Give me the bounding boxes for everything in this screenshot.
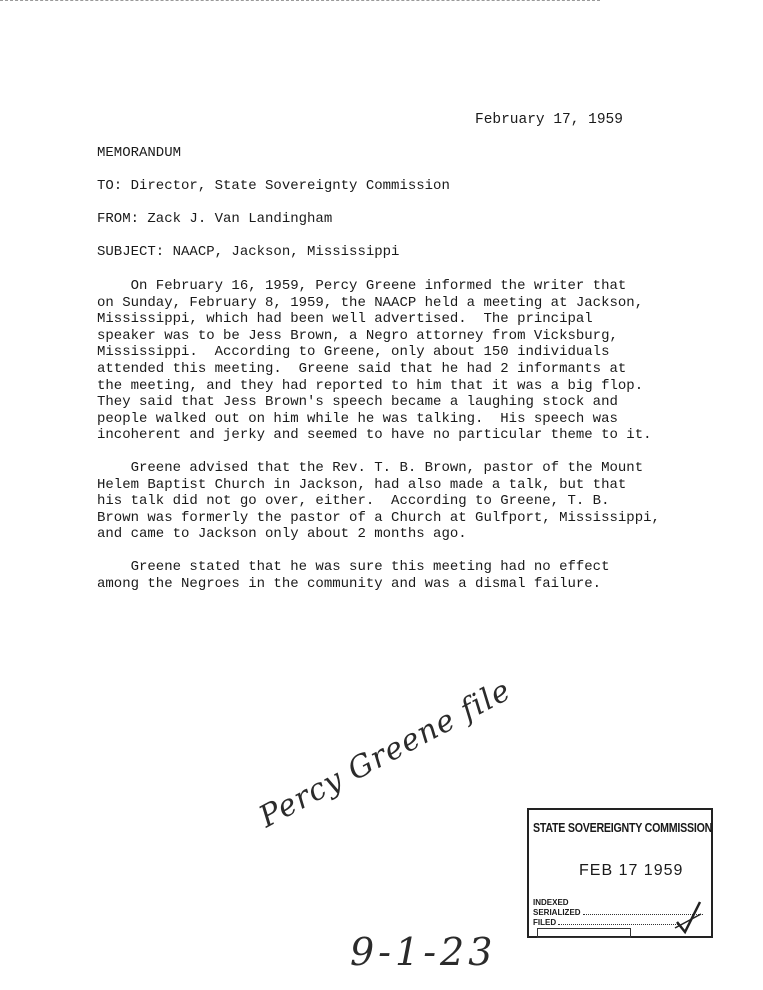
handwritten-file-number: 9-1-23 [350,930,497,974]
memo-date: February 17, 1959 [475,112,623,128]
stamp-title: STATE SOVEREIGNTY COMMISSION [533,820,713,835]
memo-heading: MEMORANDUM [97,145,182,161]
stamp-indexed-label: INDEXED [533,898,569,907]
handwritten-file-note: Percy Greene file [253,672,517,835]
memo-to-line: TO: Director, State Sovereignty Commission [97,178,450,194]
memo-paragraph-3: Greene stated that he was sure this meeting had no effect among the Negroes in the community and was a dismal failure. [97,559,610,592]
stamp-filed-field [533,918,678,927]
commission-received-stamp [527,808,713,938]
memo-subject-line: SUBJECT: NAACP, Jackson, Mississippi [97,244,400,260]
stamp-indexed-field [533,898,569,907]
stamp-entry-box [537,928,631,938]
stamp-date: FEB 17 1959 [579,862,684,879]
memo-paragraph-1: On February 16, 1959, Percy Greene informed the writer that on Sunday, February 8, 1959, the NAACP held a meeting at Jackson, Mississippi, which had been well advertised. The principal speaker was to be Jess Brown, a Negro attorney from Vicksburg, Mississippi. According to Greene, only about 150 individuals attended this meeting. Greene said that he had 2 informants at the meeting, and they had reported to him that it was a big flop. They said that Jess Brown's speech became a laughing stock and people walked out on him while he was talking. His speech was incoherent and jerky and seemed to have no particular theme to it. [97,278,652,444]
memo-paragraph-2: Greene advised that the Rev. T. B. Brown, pastor of the Mount Helem Baptist Church in Jackson, had also made a talk, but that his talk did not go over, either. According to Greene, T. B. Brown was formerly the pastor of a Church at Gulfport, Mississippi, and came to Jackson only about 2 months ago. [97,460,660,543]
stamp-filed-dots [558,924,678,925]
handwritten-check-icon [673,900,703,936]
memo-from-line: FROM: Zack J. Van Landingham [97,211,333,227]
stamp-filed-label: FILED [533,918,557,927]
top-dashed-rule [0,0,600,1]
stamp-serialized-label: SERIALIZED [533,908,581,917]
